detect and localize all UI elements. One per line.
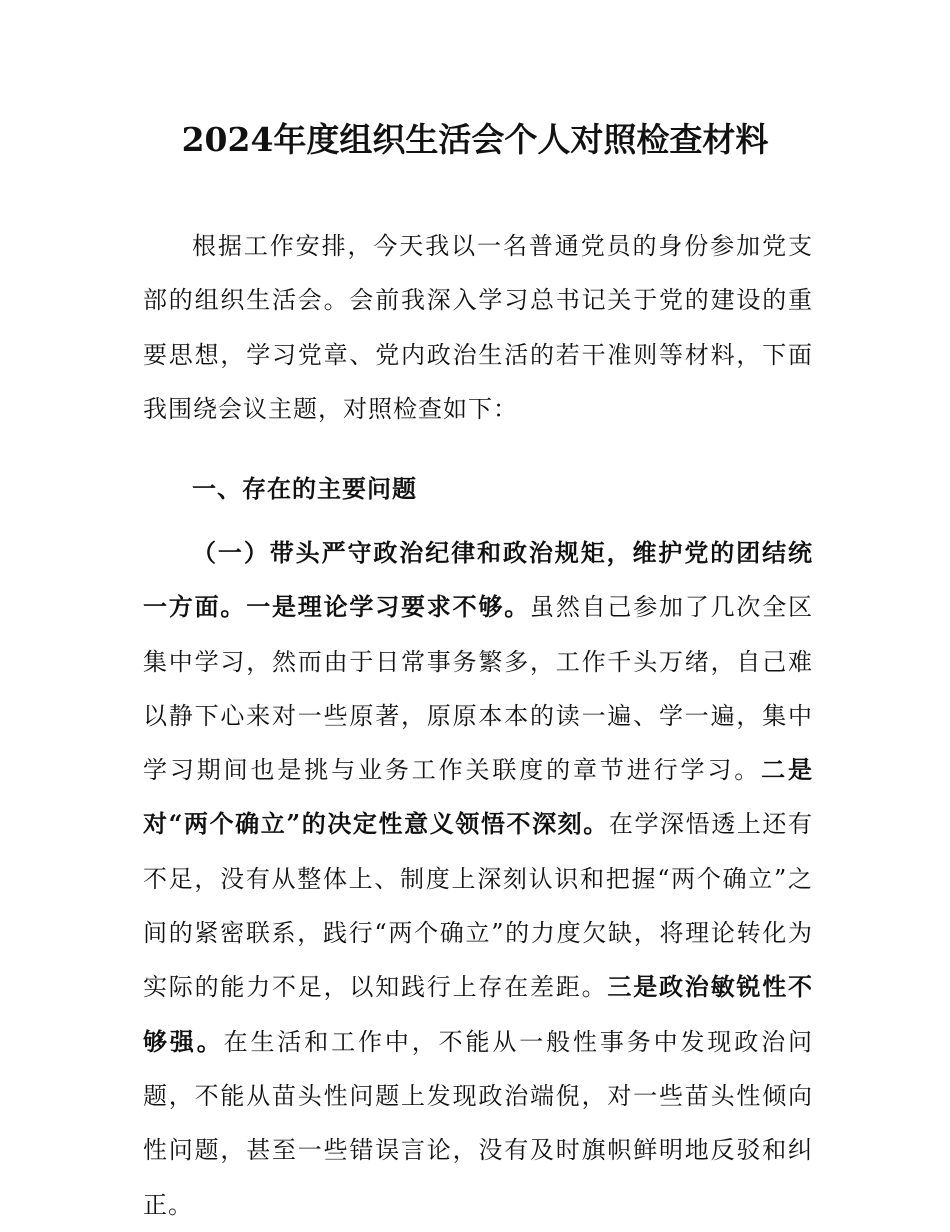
subsection-paragraph xyxy=(143,526,813,1232)
point1-text: 虽然自己参加了几次全区集中学习，然而由于日常事务繁多，工作千头万绪，自己难以静下心来对一些原著，原原本本的读一遍、学一遍，集中学习期间也是挑与业务工作关联度的章节进行学习。 xyxy=(143,593,814,785)
intro-paragraph: 根据工作安排，今天我以一名普通党员的身份参加党支部的组织生活会。会前我深入学习总书记关于党的建设的重要思想，学习党章、党内政治生活的若干准则等材料，下面我围绕会议主题，对照检查如下： xyxy=(143,232,813,423)
point2-text: 在学深悟透上还有不足，没有从整体上、制度上深刻认识和把握“两个确立”之间的紧密联系，践行“两个确立”的力度欠缺，将理论转化为实际的能力不足，以知践行上存在差距。 xyxy=(143,810,814,1002)
subsection-heading: （一）带头严守政治纪律和政治规矩，维护党的团结统一方面。 xyxy=(143,538,813,622)
section-heading: 一、存在的主要问题 xyxy=(192,475,417,503)
document-title: 2024年度组织生活会个人对照检查材料 xyxy=(181,120,769,159)
point1-label: 一是理论学习要求不够。 xyxy=(246,592,531,622)
point3-label: 三是政治敏锐性不够强。 xyxy=(143,972,814,1056)
point3-text: 在生活和工作中，不能从一般性事务中发现政治问题，不能从苗头性问题上发现政治端倪，对一些苗头性倾向性问题，甚至一些错误言论，没有及时旗帜鲜明地反驳和纠正。 xyxy=(143,1027,813,1219)
point2-label: 二是对“两个确立”的决定性意义领悟不深刻。 xyxy=(143,755,813,839)
